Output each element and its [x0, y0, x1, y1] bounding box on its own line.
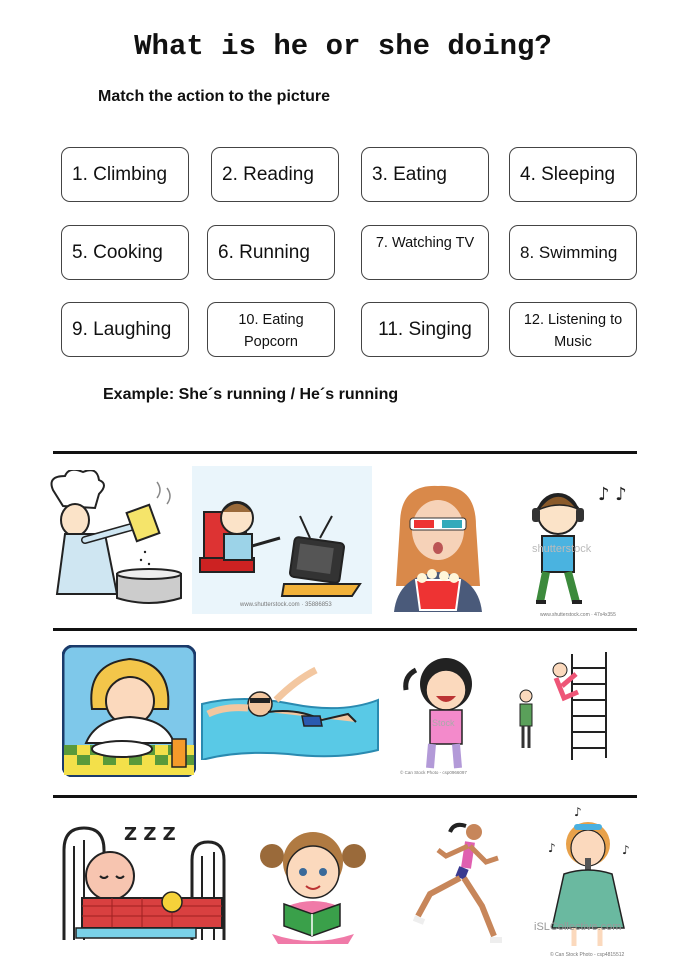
svg-text:Stock: Stock: [432, 718, 455, 728]
eating-popcorn-picture: [380, 484, 496, 612]
swimming-picture: [198, 660, 382, 760]
worksheet-title: What is he or she doing?: [134, 30, 552, 63]
action-box-11: 11. Singing: [361, 302, 489, 357]
listening-music-picture: [510, 480, 640, 618]
action-box-4: 4. Sleeping: [509, 147, 637, 202]
svg-text:♪: ♪: [574, 805, 582, 819]
divider-line-1: [53, 451, 637, 454]
example-text: Example: She´s running / He´s running: [103, 386, 399, 403]
shutterstock-url-2: www.shutterstock.com · 47x4x355: [540, 612, 616, 618]
climbing-picture: [512, 650, 612, 770]
shutterstock-watermark: shutterstock: [532, 543, 592, 555]
islcollective-watermark: iSLCollective.com: [534, 921, 622, 933]
action-box-2: 2. Reading: [211, 147, 339, 202]
instruction-text: Match the action to the picture: [98, 88, 331, 105]
reading-girl-picture: [258, 822, 368, 946]
sleeping-picture: [52, 806, 232, 946]
canstock-credit-1: © Can Stock Photo - csp0966097: [400, 770, 467, 775]
svg-text:♪: ♪: [622, 843, 630, 857]
action-box-3: 3. Eating: [361, 147, 489, 202]
action-box-8: 8. Swimming: [509, 225, 637, 280]
running-woman-picture: [412, 816, 516, 950]
divider-line-3: [53, 795, 637, 798]
action-box-7: 7. Watching TV: [361, 225, 489, 280]
zzz-text: Z Z Z: [124, 824, 176, 845]
cooking-chef-picture: [45, 470, 185, 610]
laughing-girl-picture: [394, 654, 494, 778]
svg-text:♪ ♪: ♪ ♪: [598, 484, 627, 505]
canstock-credit-2: © Can Stock Photo - csp4815512: [550, 952, 625, 958]
singing-girl-picture: [530, 800, 660, 958]
shutterstock-url-1: www.shutterstock.com · 35886853: [240, 602, 332, 608]
action-box-6: 6. Running: [207, 225, 335, 280]
divider-line-2: [53, 628, 637, 631]
action-box-12: 12. Listening to Music: [509, 302, 637, 357]
action-box-9: 9. Laughing: [61, 302, 189, 357]
svg-text:♪: ♪: [548, 841, 556, 855]
eating-girl-picture: [62, 645, 196, 777]
action-box-1: 1. Climbing: [61, 147, 189, 202]
action-box-5: 5. Cooking: [61, 225, 189, 280]
watching-tv-picture: [192, 466, 372, 614]
action-box-10: 10. Eating Popcorn: [207, 302, 335, 357]
